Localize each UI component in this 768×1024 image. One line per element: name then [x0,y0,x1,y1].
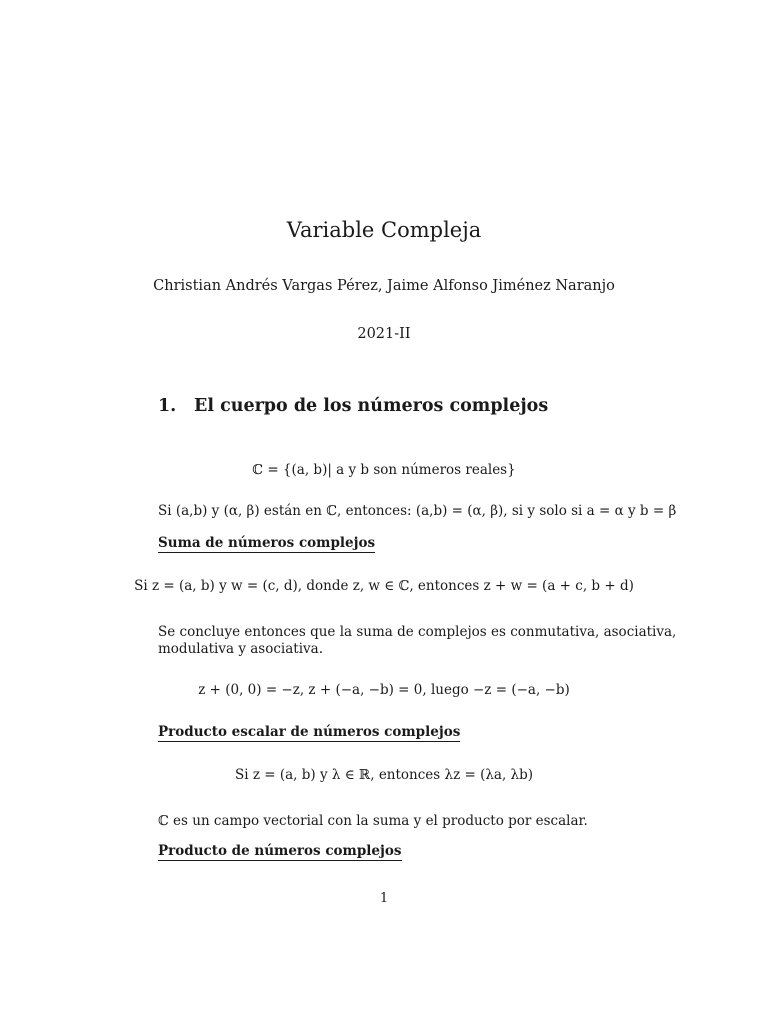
document-authors: Christian Andrés Vargas Pérez, Jaime Alfonso Jiménez Naranjo [153,278,615,294]
sum-conclusion-line-1: Se concluye entonces que la suma de complejos es conmutativa, asociativa, [158,624,677,640]
vector-field-line: ℂ es un campo vectorial con la suma y el producto por escalar. [158,813,588,829]
subheading-scalar: Producto escalar de números complejos [158,724,461,740]
page-number: 1 [379,891,389,906]
equation-scalar: Si z = (a, b) y λ ∈ ℝ, entonces λz = (λa, λb) [235,767,533,783]
section-heading [158,396,548,416]
section-title: El cuerpo de los números complejos [194,396,549,416]
equation-neutral: z + (0, 0) = −z, z + (−a, −b) = 0, luego −z = (−a, −b) [198,682,570,698]
sum-conclusion-line-2: modulativa y asociativa. [158,641,323,657]
section-number: 1. [158,396,177,416]
document-title: Variable Compleja [286,218,482,242]
equation-definition: ℂ = {(a, b)| a y b son números reales} [252,462,516,478]
document-date: 2021-II [357,326,411,342]
equation-sum: Si z = (a, b) y w = (c, d), donde z, w ∈ ℂ, entonces z + w = (a + c, b + d) [134,578,634,594]
equality-line: Si (a,b) y (α, β) están en ℂ, entonces: (a,b) = (α, β), si y solo si a = α y b = β [158,503,677,519]
subheading-sum: Suma de números complejos [158,535,376,551]
subheading-product: Producto de números complejos [158,843,402,859]
